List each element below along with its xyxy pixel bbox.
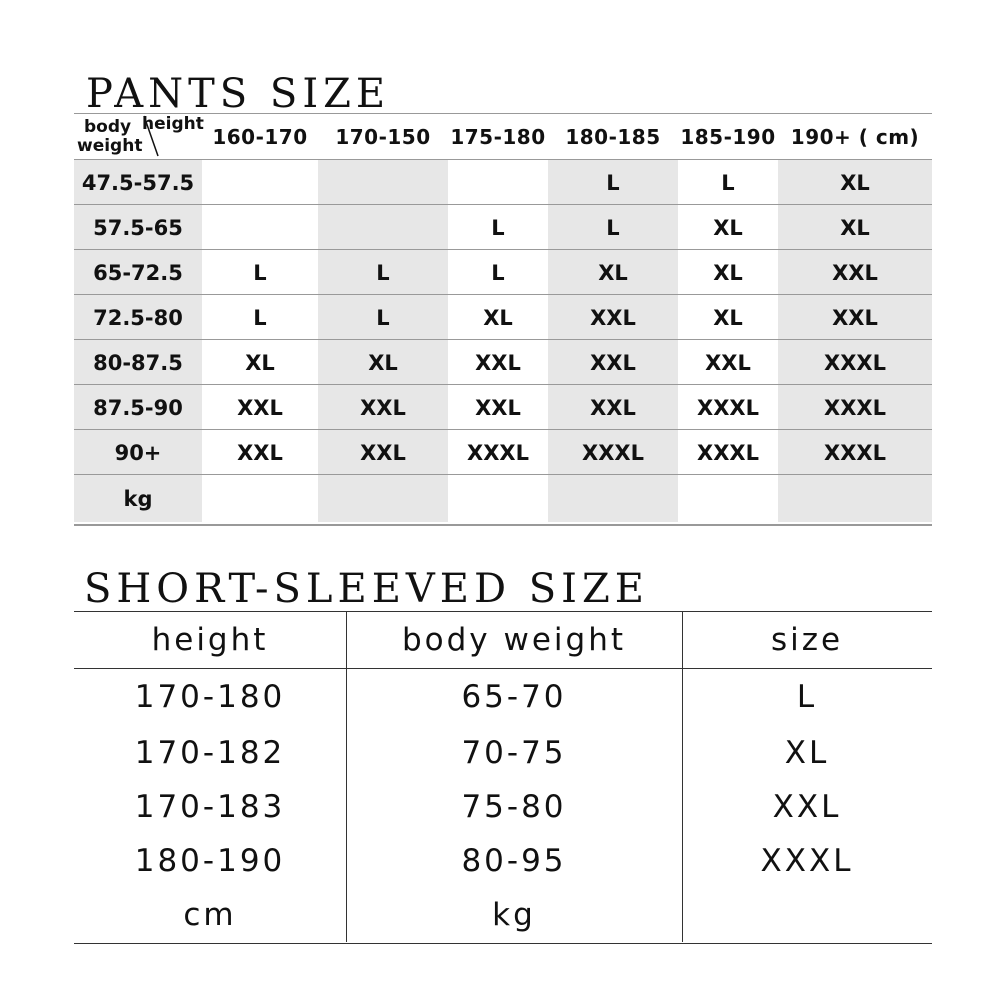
size-cell: XXL [778, 250, 932, 295]
size-cell: XL [713, 215, 743, 240]
table-cell: 170-183 [134, 789, 286, 825]
size-cell: XXL [318, 385, 448, 430]
table-cell: cm [183, 897, 237, 933]
corner-label-weight: weight [77, 136, 143, 156]
size-cell: XL [713, 260, 743, 285]
column-header: body weight [401, 622, 627, 658]
size-cell [678, 475, 778, 522]
weight-row-header: 47.5-57.5 [74, 160, 202, 205]
column-divider [682, 612, 683, 942]
table-cell: 70-75 [461, 735, 567, 771]
row-divider [74, 159, 932, 160]
pants-corner-header [74, 114, 202, 160]
row-divider [74, 249, 932, 250]
size-cell: XXXL [778, 430, 932, 475]
short-sleeved-size-title: SHORT-SLEEVED SIZE [84, 566, 649, 612]
size-cell [318, 475, 448, 522]
size-cell: L [548, 160, 678, 205]
size-cell: XXXL [778, 340, 932, 385]
weight-row-header: 80-87.5 [74, 340, 202, 385]
size-cell [778, 475, 932, 522]
size-cell: XXL [237, 395, 283, 420]
row-divider [74, 204, 932, 205]
size-cell: XL [713, 305, 743, 330]
pants-size-table [74, 113, 932, 526]
table-cell: 170-182 [134, 735, 286, 771]
row-divider [74, 474, 932, 475]
size-cell [202, 475, 318, 522]
size-cell: XL [245, 350, 275, 375]
table-cell: XXL [772, 789, 842, 825]
table-cell: kg [492, 897, 536, 933]
size-cell: XL [318, 340, 448, 385]
corner-label-body: body [84, 117, 132, 137]
size-cell: XL [483, 305, 513, 330]
corner-label-height: height [142, 114, 204, 134]
size-cell: XXL [318, 430, 448, 475]
size-cell [318, 205, 448, 250]
height-column-header: 180-185 [565, 125, 661, 149]
table-cell: 75-80 [461, 789, 567, 825]
size-cell: L [318, 250, 448, 295]
column-header: height [151, 622, 269, 658]
table-cell: XL [784, 735, 830, 771]
size-cell: XXXL [778, 385, 932, 430]
table-cell: 80-95 [461, 843, 567, 879]
height-column-header: 175-180 [450, 125, 546, 149]
height-column-header: 190+ ( cm) [790, 125, 920, 149]
height-column-header: 160-170 [212, 125, 308, 149]
row-divider [74, 429, 932, 430]
size-cell: L [491, 215, 505, 240]
table-cell: 170-180 [134, 679, 286, 715]
size-cell: L [721, 170, 735, 195]
weight-row-header: 90+ [74, 430, 202, 475]
size-cell [448, 160, 548, 205]
table-cell: 65-70 [461, 679, 567, 715]
short-sleeved-size-table [74, 611, 932, 944]
size-cell: XXXL [548, 430, 678, 475]
size-cell: XXL [548, 340, 678, 385]
size-cell: XXXL [697, 440, 759, 465]
weight-row-header: 65-72.5 [74, 250, 202, 295]
size-cell: XL [548, 250, 678, 295]
size-cell: XXL [237, 440, 283, 465]
size-cell: XXXL [467, 440, 529, 465]
size-cell [448, 475, 548, 522]
size-cell: L [253, 260, 267, 285]
size-cell: XL [778, 160, 932, 205]
weight-row-header: kg [74, 475, 202, 522]
size-cell: XL [778, 205, 932, 250]
weight-row-header: 72.5-80 [74, 295, 202, 340]
table-cell: L [796, 679, 818, 715]
table-cell [682, 888, 932, 942]
size-cell: XXL [475, 350, 521, 375]
table-cell: XXXL [760, 843, 854, 879]
pants-size-title: PANTS SIZE [86, 71, 391, 117]
size-cell [202, 205, 318, 250]
column-divider [346, 612, 347, 942]
size-cell: XXL [548, 385, 678, 430]
header-divider [74, 668, 932, 669]
size-cell: L [548, 205, 678, 250]
size-cell: L [253, 305, 267, 330]
row-divider [74, 384, 932, 385]
row-divider [74, 294, 932, 295]
height-column-header: 170-150 [335, 125, 431, 149]
size-cell [548, 475, 678, 522]
column-header: size [770, 622, 844, 658]
weight-row-header: 87.5-90 [74, 385, 202, 430]
size-cell: XXL [778, 295, 932, 340]
size-cell [202, 160, 318, 205]
size-cell: XXL [705, 350, 751, 375]
size-cell: XXXL [697, 395, 759, 420]
size-cell: L [491, 260, 505, 285]
size-cell: L [318, 295, 448, 340]
weight-row-header: 57.5-65 [74, 205, 202, 250]
height-column-header: 185-190 [680, 125, 776, 149]
table-cell: 180-190 [134, 843, 286, 879]
size-cell: XXL [548, 295, 678, 340]
row-divider [74, 339, 932, 340]
size-cell [318, 160, 448, 205]
size-cell: XXL [475, 395, 521, 420]
